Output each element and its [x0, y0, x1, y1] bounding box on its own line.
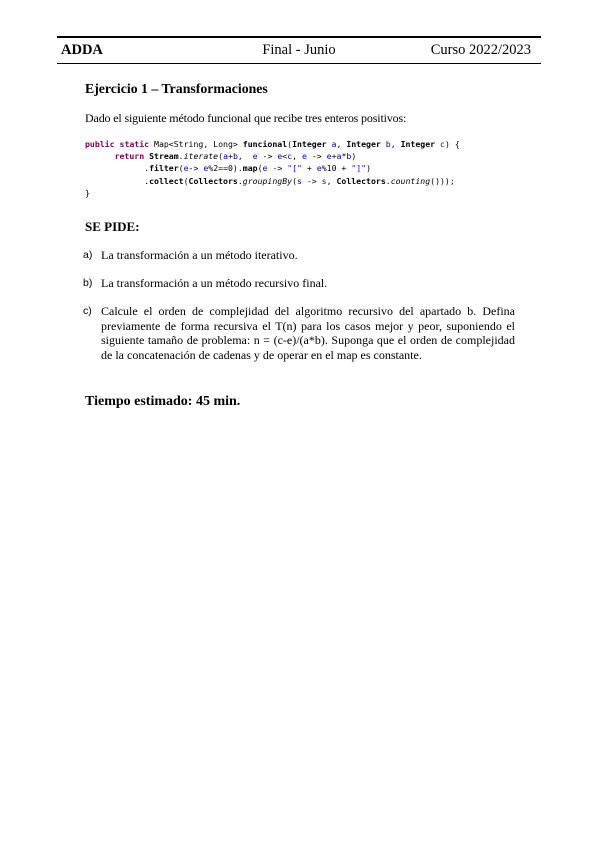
header-course-name: ADDA — [61, 42, 103, 58]
header-exam-name: Final - Junio — [262, 42, 336, 58]
question-item-a — [83, 248, 515, 263]
question-item-c — [83, 304, 515, 362]
code-line-2: return Stream.iterate(a+b, e -> e<c, e -> e+a*b) — [114, 151, 357, 162]
question-text: Calcule el orden de complejidad del algoritmo recursivo del apartado b. Defina previamente de forma recursiva el T(n) para los casos mejor y peor, suponiendo el siguiente tamaño de problema: n = (c-e)/(a*b). Suponga que el orden de complejidad de la concatenación de cadenas y de operar en el map es constante. — [101, 304, 515, 362]
header-academic-year: Curso 2022/2023 — [430, 42, 531, 58]
estimated-time: Tiempo estimado: 45 min. — [85, 393, 241, 409]
code-line-5: } — [85, 187, 90, 198]
exercise-intro: Dado el siguiente método funcional que recibe tres enteros positivos: — [85, 111, 407, 125]
code-line-4: .collect(Collectors.groupingBy(s -> s, Collectors.counting())); — [85, 175, 455, 186]
code-block — [85, 138, 515, 199]
se-pide-heading: SE PIDE: — [85, 219, 140, 235]
question-list — [85, 248, 515, 363]
code-line-1: public static Map<String, Long> funcional(Integer a, Integer b, Integer c) { — [85, 139, 460, 149]
exercise-title: Ejercicio 1 – Transformaciones — [85, 81, 268, 96]
code-line-3: .filter(e-> e%2==0).map(e -> "[" + e%10 + "]") — [85, 163, 372, 174]
question-text: La transformación a un método recursivo final. — [101, 276, 328, 291]
exercise-content — [85, 80, 515, 410]
question-marker: b) — [83, 277, 93, 290]
question-marker: c) — [83, 305, 92, 318]
question-item-b — [83, 276, 515, 291]
page-header — [57, 36, 541, 64]
question-text: La transformación a un método iterativo. — [101, 248, 298, 263]
question-marker: a) — [83, 249, 93, 262]
